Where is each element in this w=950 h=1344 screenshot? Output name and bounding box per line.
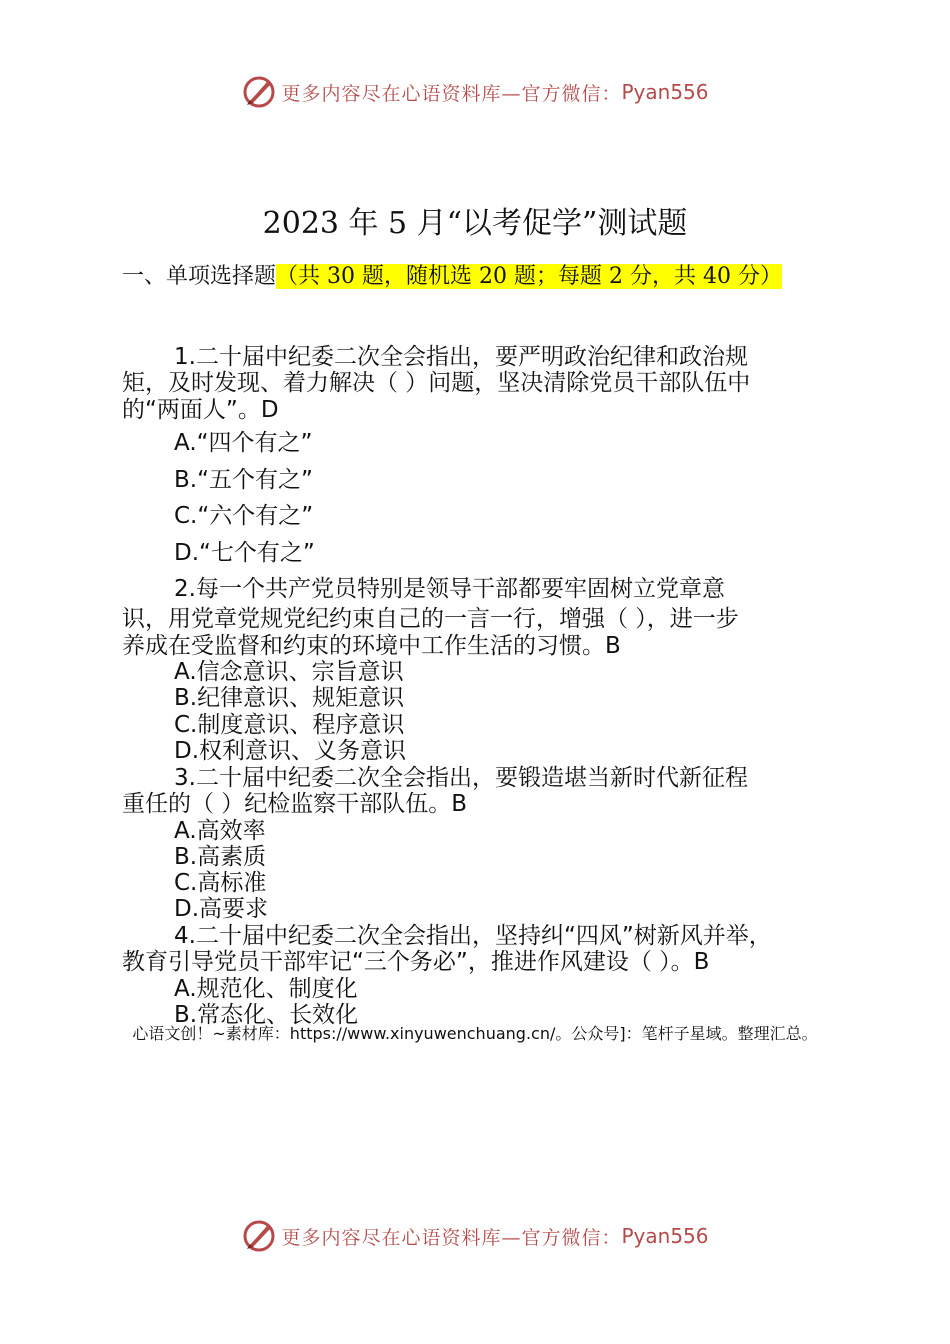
header-banner [0, 72, 950, 112]
question-text-line: 3.二十届中纪委二次全会指出，要锻造堪当新时代新征程 [174, 765, 748, 791]
question-text-line: 矩，及时发现、着力解决（ ）问题，坚决清除党员干部队伍中 [122, 370, 751, 396]
option-c: C.制度意识、程序意识 [174, 712, 405, 738]
option-a: A.高效率 [174, 818, 266, 844]
option-a: A.“四个有之” [174, 430, 313, 456]
banner-wechat-id: Pyan556 [621, 80, 709, 104]
question-text-line: 教育引导党员干部牢记“三个务必”，推进作风建设（ ）。B [122, 949, 710, 975]
page-title: 2023 年 5 月“以考促学”测试题 [262, 206, 688, 241]
pen-logo-icon [241, 1218, 277, 1254]
option-b: B.高素质 [174, 844, 267, 870]
question-text-line: 4.二十届中纪委二次全会指出，坚持纠“四风”树新风并举， [174, 923, 772, 949]
section-heading [122, 262, 828, 292]
option-a: A.信念意识、宗旨意识 [174, 659, 404, 685]
option-b: B.“五个有之” [174, 467, 313, 493]
option-d: D.高要求 [174, 896, 269, 922]
option-d: D.“七个有之” [174, 540, 315, 566]
option-b: B.常态化、长效化 [174, 1002, 359, 1028]
source-footer: 心语文创！~素材库：https://www.xinyuwenchuang.cn/。公众号]：笔杆子星域。整理汇总。 [132, 1024, 818, 1043]
option-c: C.高标准 [174, 870, 267, 896]
pen-logo-icon [241, 74, 277, 110]
option-c: C.“六个有之” [174, 503, 314, 529]
section-prefix: 一、单项选择题 [122, 264, 277, 289]
question-text-line: 2.每一个共产党员特别是领导干部都要牢固树立党章意 [174, 576, 725, 602]
question-text-line: 重任的（ ）纪检监察干部队伍。B [122, 791, 468, 817]
question-text-line: 识，用党章党规党纪约束自己的一言一行，增强（ ），进一步 [122, 606, 739, 632]
option-a: A.规范化、制度化 [174, 976, 358, 1002]
section-note-highlight: （共 30 题，随机选 20 题；每题 2 分，共 40 分） [276, 264, 782, 289]
question-text-line: 1.二十届中纪委二次全会指出，要严明政治纪律和政治规 [174, 344, 748, 370]
question-text-line: 的“两面人”。D [122, 397, 279, 423]
footer-banner [0, 1216, 950, 1256]
banner-text: 更多内容尽在心语资料库—官方微信： [281, 1226, 622, 1249]
option-d: D.权利意识、义务意识 [174, 738, 407, 764]
banner-wechat-id: Pyan556 [621, 1224, 709, 1248]
question-text-line: 养成在受监督和约束的环境中工作生活的习惯。B [122, 633, 621, 659]
banner-text: 更多内容尽在心语资料库—官方微信： [281, 82, 622, 105]
option-b: B.纪律意识、规矩意识 [174, 685, 405, 711]
